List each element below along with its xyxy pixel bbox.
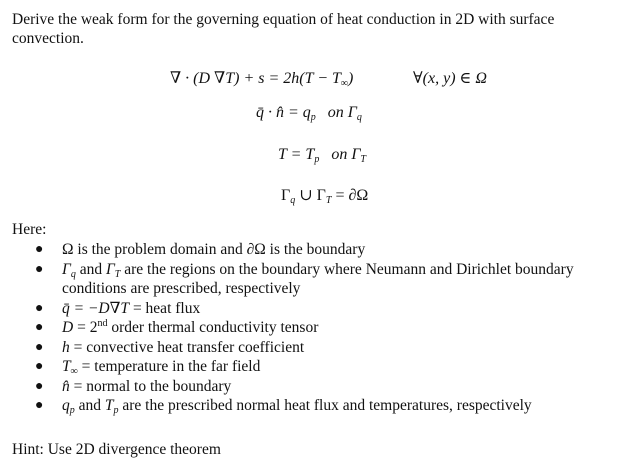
def-qp-tp-text: are the prescribed normal heat flux and temperatures, respectively (118, 397, 532, 414)
def-normal-symbol: n̂ (62, 377, 70, 395)
def-heat-flux-symbol: q̄ = −D∇T (62, 299, 130, 317)
bullet-icon: ● (35, 242, 44, 257)
def-normal-text: = normal to the boundary (69, 377, 232, 395)
def-boundary-text: is the boundary (265, 241, 366, 258)
t-infinity-subscript: ∞ (340, 78, 349, 89)
def-heat-flux-text: = heat flux (129, 299, 201, 317)
governing-equation (170, 68, 353, 88)
bullet-icon: ● (35, 300, 44, 316)
def-d-superscript: nd (97, 318, 108, 329)
here-label: Here: (12, 221, 47, 238)
dirichlet-bc-p-subscript: p (314, 154, 320, 165)
list-item (0, 240, 631, 260)
list-item (0, 299, 631, 319)
def-tp-symbol (105, 397, 119, 414)
bullet-icon: ● (35, 261, 44, 277)
def-qp-letter: q (62, 397, 70, 414)
boundary-union-equation (281, 185, 368, 205)
def-gamma-t-symbol (106, 261, 120, 278)
hint-text: Hint: Use 2D divergence theorem (12, 441, 221, 458)
def-gamma-t-letter: Γ (105, 260, 115, 278)
def-omega-symbol: Ω (62, 241, 74, 258)
list-item (0, 338, 631, 358)
gamma-q-symbol: Γ (281, 187, 291, 204)
list-item (0, 357, 631, 377)
def-t-inf-sub: ∞ (70, 366, 78, 377)
problem-statement: Derive the weak form for the governing equation of heat conduction in 2D with surface convection. (12, 11, 555, 47)
dirichlet-bc-on: on Γ (331, 146, 361, 163)
bullet-icon: ● (35, 320, 44, 335)
neumann-bc-p-subscript: p (310, 112, 316, 123)
def-d-text: order thermal conductivity tensor (107, 319, 319, 336)
def-qp-sub: p (69, 405, 75, 416)
def-qp-and: and (74, 397, 105, 414)
equals-boundary: = ∂Ω (331, 187, 369, 204)
def-gamma-text: are the regions on the boundary where Neumann and Dirichlet boundary conditions are prescribed, respectively (62, 260, 574, 297)
def-t-inf-letter: T (62, 358, 71, 375)
def-gamma-q-symbol (62, 261, 76, 278)
def-gamma-and: and (75, 260, 106, 278)
dirichlet-bc-t-subscript: T (360, 154, 366, 165)
def-t-inf-symbol (62, 358, 78, 375)
dirichlet-bc-lhs: T = T (278, 146, 315, 163)
list-item (0, 377, 631, 397)
bullet-icon: ● (35, 359, 44, 374)
def-gamma-q-letter: Γ (62, 260, 71, 278)
def-tp-sub: p (113, 405, 119, 416)
dirichlet-bc-equation (278, 146, 366, 164)
governing-equation-domain: ∀(x, y) ∈ Ω (413, 70, 487, 87)
governing-equation-close: ) (348, 70, 354, 87)
list-item (0, 396, 631, 416)
def-d-equals: = 2 (73, 319, 98, 336)
bullet-icon: ● (35, 378, 44, 394)
gamma-q-subscript: q (290, 195, 296, 206)
def-qp-symbol (62, 397, 75, 414)
neumann-bc-q-subscript: q (356, 112, 362, 123)
gamma-t-subscript: T (325, 195, 332, 206)
union-gamma-t: ∪ Γ (295, 187, 326, 204)
bullet-icon: ● (35, 339, 44, 355)
list-item (0, 318, 631, 338)
neumann-bc-equation (256, 104, 362, 122)
governing-equation-lhs: ∇ · (D ∇T) + s = 2h(T − T (170, 70, 341, 87)
bullet-icon: ● (35, 398, 44, 413)
def-gamma-q-sub: q (70, 268, 76, 280)
def-h-symbol: h (62, 338, 70, 356)
def-h-text: = convective heat transfer coefficient (69, 338, 305, 356)
definitions-list (0, 240, 631, 416)
neumann-bc-lhs: q̄ · n̂ = q (256, 104, 311, 121)
def-d-symbol: D (62, 319, 74, 336)
def-omega-text: is the problem domain and (73, 241, 247, 258)
def-gamma-t-sub: T (114, 268, 121, 280)
list-item (0, 260, 631, 299)
def-t-inf-text: = temperature in the far field (77, 358, 261, 375)
def-boundary-symbol: ∂Ω (246, 241, 266, 258)
def-tp-letter: T (104, 397, 114, 414)
neumann-bc-on: on Γ (327, 104, 357, 121)
